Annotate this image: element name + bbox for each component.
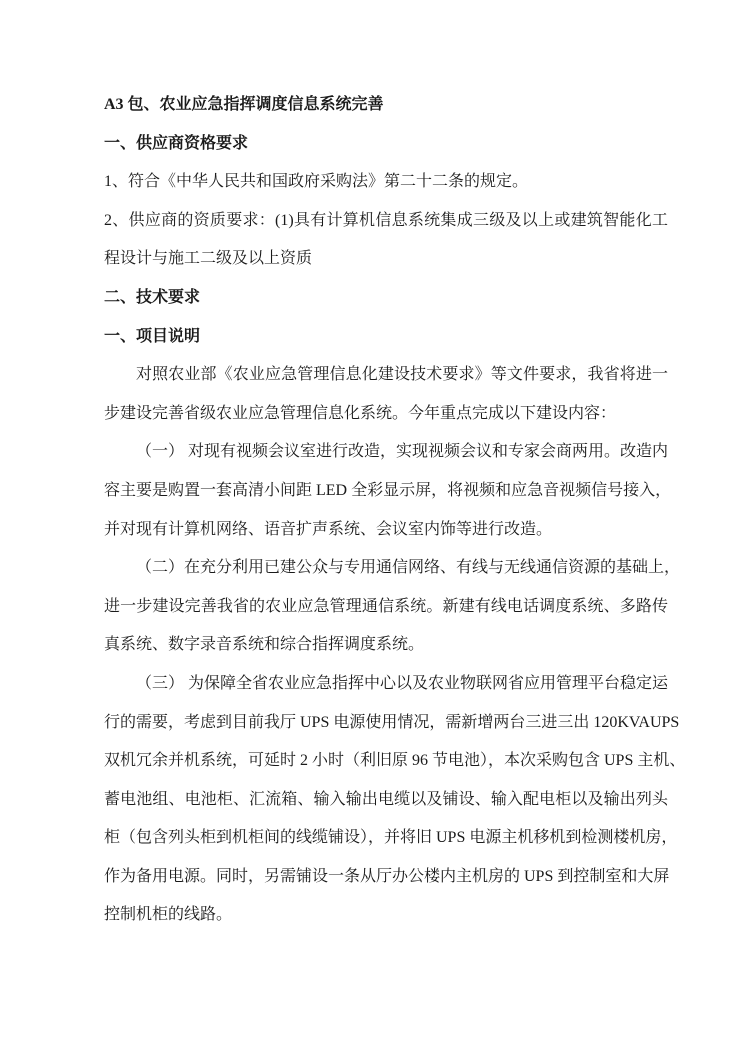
paragraph-line: （一） 对现有视频会议室进行改造，实现视频会议和专家会商两用。改造内 [136, 443, 669, 461]
paragraph-line: 作为备用电源。同时，另需铺设一条从厅办公楼内主机房的 UPS 到控制室和大屏 [104, 867, 670, 885]
section-heading-project-description: 一、项目说明 [104, 327, 201, 345]
document-body [104, 86, 686, 935]
paragraph-line: 对照农业部《农业应急管理信息化建设技术要求》等文件要求，我省将进一 [136, 366, 668, 384]
paragraph-line: 控制机柜的线路。 [104, 906, 233, 924]
paragraph-line: 程设计与施工二级及以上资质 [104, 250, 313, 268]
section-heading-technical-requirements: 二、技术要求 [104, 288, 201, 306]
paragraph-line: 步建设完善省级农业应急管理信息化系统。今年重点完成以下建设内容： [104, 404, 617, 422]
paragraph-line: （三） 为保障全省农业应急指挥中心以及农业物联网省应用管理平台稳定运 [136, 674, 669, 692]
paragraph-line: 柜（包含列头柜到机柜间的线缆铺设），并将旧 UPS 电源主机移机到检测楼机房， [104, 829, 678, 847]
paragraph-line: 真系统、数字录音系统和综合指挥调度系统。 [104, 636, 425, 654]
paragraph-line: 进一步建设完善我省的农业应急管理通信系统。新建有线电话调度系统、多路传 [104, 597, 668, 615]
paragraph-line: 并对现有计算机网络、语音扩声系统、会议室内饰等进行改造。 [104, 520, 553, 538]
doc-title: A3 包、农业应急指挥调度信息系统完善 [104, 96, 384, 113]
section-heading-supplier-qualifications: 一、供应商资格要求 [104, 134, 249, 152]
paragraph-line: 容主要是购置一套高清小间距 LED 全彩显示屏，将视频和应急音视频信号接入， [104, 481, 672, 499]
paragraph-line: 双机冗余并机系统，可延时 2 小时（利旧原 96 节电池），本次采购包含 UPS 主机、 [104, 752, 686, 770]
paragraph-line: （二）在充分利用已建公众与专用通信网络、有线与无线通信资源的基础上， [136, 559, 681, 577]
paragraph-line: 行的需要，考虑到目前我厅 UPS 电源使用情况，需新增两台三进三出 120KVAUPS [104, 713, 680, 731]
paragraph-line: 2、供应商的资质要求：(1)具有计算机信息系统集成三级及以上或建筑智能化工 [104, 211, 668, 229]
paragraph-line: 1、符合《中华人民共和国政府采购法》第二十二条的规定。 [104, 173, 529, 191]
paragraph-line: 蓄电池组、电池柜、汇流箱、输入输出电缆以及铺设、输入配电柜以及输出列头 [104, 790, 668, 808]
